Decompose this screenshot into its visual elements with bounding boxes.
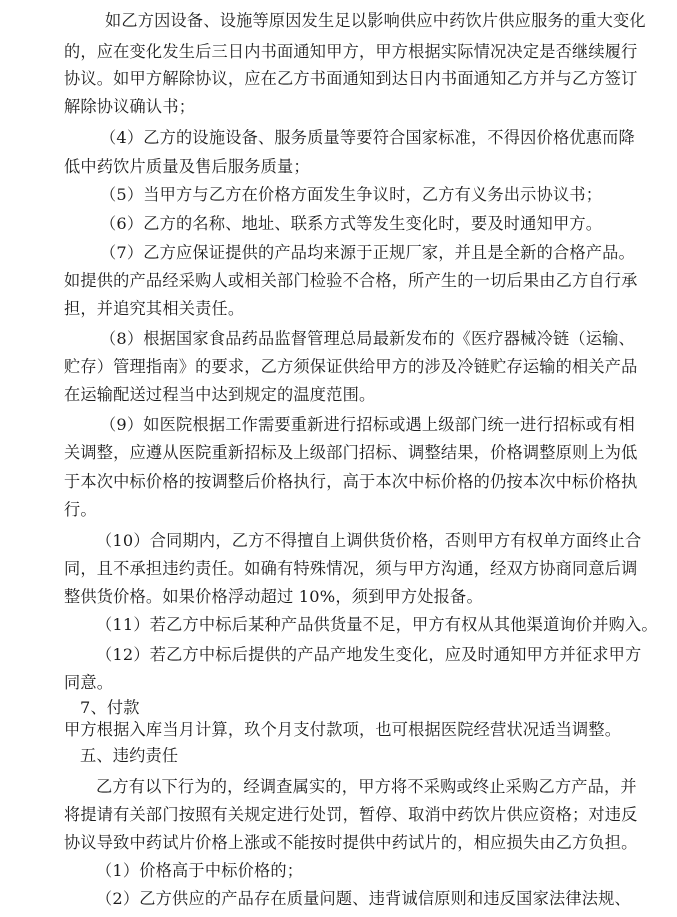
- text-line: 在运输配送过程当中达到规定的温度范围。: [64, 385, 376, 404]
- text-line: 的，应在变化发生后三日内书面通知甲方，甲方根据实际情况决定是否继续履行: [64, 42, 638, 61]
- text-line: （10）合同期内，乙方不得擅自上调供货价格，否则甲方有权单方面终止合: [96, 531, 642, 550]
- text-line: （9）如医院根据工作需要重新进行招标或遇上级部门统一进行招标或有相: [100, 415, 635, 434]
- text-line: 解除协议确认书；: [64, 97, 196, 116]
- text-line: 将提请有关部门按照有关规定进行处罚，暂停、取消中药饮片供应资格；对违反: [64, 805, 638, 824]
- text-line: 如提供的产品经采购人或相关部门检验不合格，所产生的一切后果由乙方自行承: [64, 271, 638, 290]
- text-line: （8）根据国家食品药品监督管理总局最新发布的《医疗器械冷链（运输、: [100, 329, 635, 348]
- text-line: 甲方根据入库当月计算，玖个月支付款项，也可根据医院经营状况适当调整。: [64, 720, 622, 739]
- text-line: 低中药饮片质量及售后服务质量；: [64, 157, 310, 176]
- text-line: （4）乙方的设施设备、服务质量等要符合国家标准，不得因价格优惠而降: [100, 128, 635, 147]
- text-line: （1）价格高于中标价格的；: [96, 861, 304, 880]
- text-line: （5）当甲方与乙方在价格方面发生争议时，乙方有义务出示协议书；: [100, 185, 603, 204]
- text-line: 乙方有以下行为的，经调查属实的，甲方将不采购或终止采购乙方产品，并: [96, 777, 637, 796]
- text-line: （2）乙方供应的产品存在质量问题、违背诚信原则和违反国家法律法规、: [96, 889, 631, 908]
- text-line: （12）若乙方中标后提供的产品产地发生变化，应及时通知甲方并征求甲方: [96, 645, 642, 664]
- text-line: （7）乙方应保证提供的产品均来源于正规厂家，并且是全新的合格产品。: [100, 243, 635, 262]
- text-line: 整供货价格。如果价格浮动超过 10%，须到甲方处报备。: [64, 587, 483, 606]
- text-line: （11）若乙方中标后某种产品供货量不足，甲方有权从其他渠道询价并购入。: [96, 615, 658, 634]
- text-line: 担，并追究其相关责任。: [64, 299, 245, 318]
- text-line: 于本次中标价格的按调整后价格执行，高于本次中标价格的仍按本次中标价格执: [64, 472, 638, 491]
- text-line: 如乙方因设备、设施等原因发生足以影响供应中药饮片供应服务的重大变化: [105, 11, 646, 30]
- text-line: （6）乙方的名称、地址、联系方式等发生变化时，要及时通知甲方。: [100, 214, 603, 233]
- section-heading-breach: 五、违约责任: [80, 746, 179, 765]
- text-line: 同，且不承担违约责任。如确有特殊情况，须与甲方沟通，经双方协商同意后调: [64, 559, 638, 578]
- text-line: 协议导致中药试片价格上涨或不能按时提供中药试片的，相应损失由乙方负担。: [64, 833, 638, 852]
- text-line: 协议。如甲方解除协议，应在乙方书面通知到达日内书面通知乙方并与乙方签订: [64, 69, 638, 88]
- section-heading-payment: 7、付款: [80, 698, 140, 717]
- text-line: 行。: [64, 500, 97, 519]
- text-line: 同意。: [64, 673, 114, 692]
- text-line: 关调整，应遵从医院重新招标及上级部门招标、调整结果，价格调整原则上为低: [64, 443, 638, 462]
- text-line: 贮存）管理指南》的要求，乙方须保证供给甲方的涉及冷链贮存运输的相关产品: [64, 357, 638, 376]
